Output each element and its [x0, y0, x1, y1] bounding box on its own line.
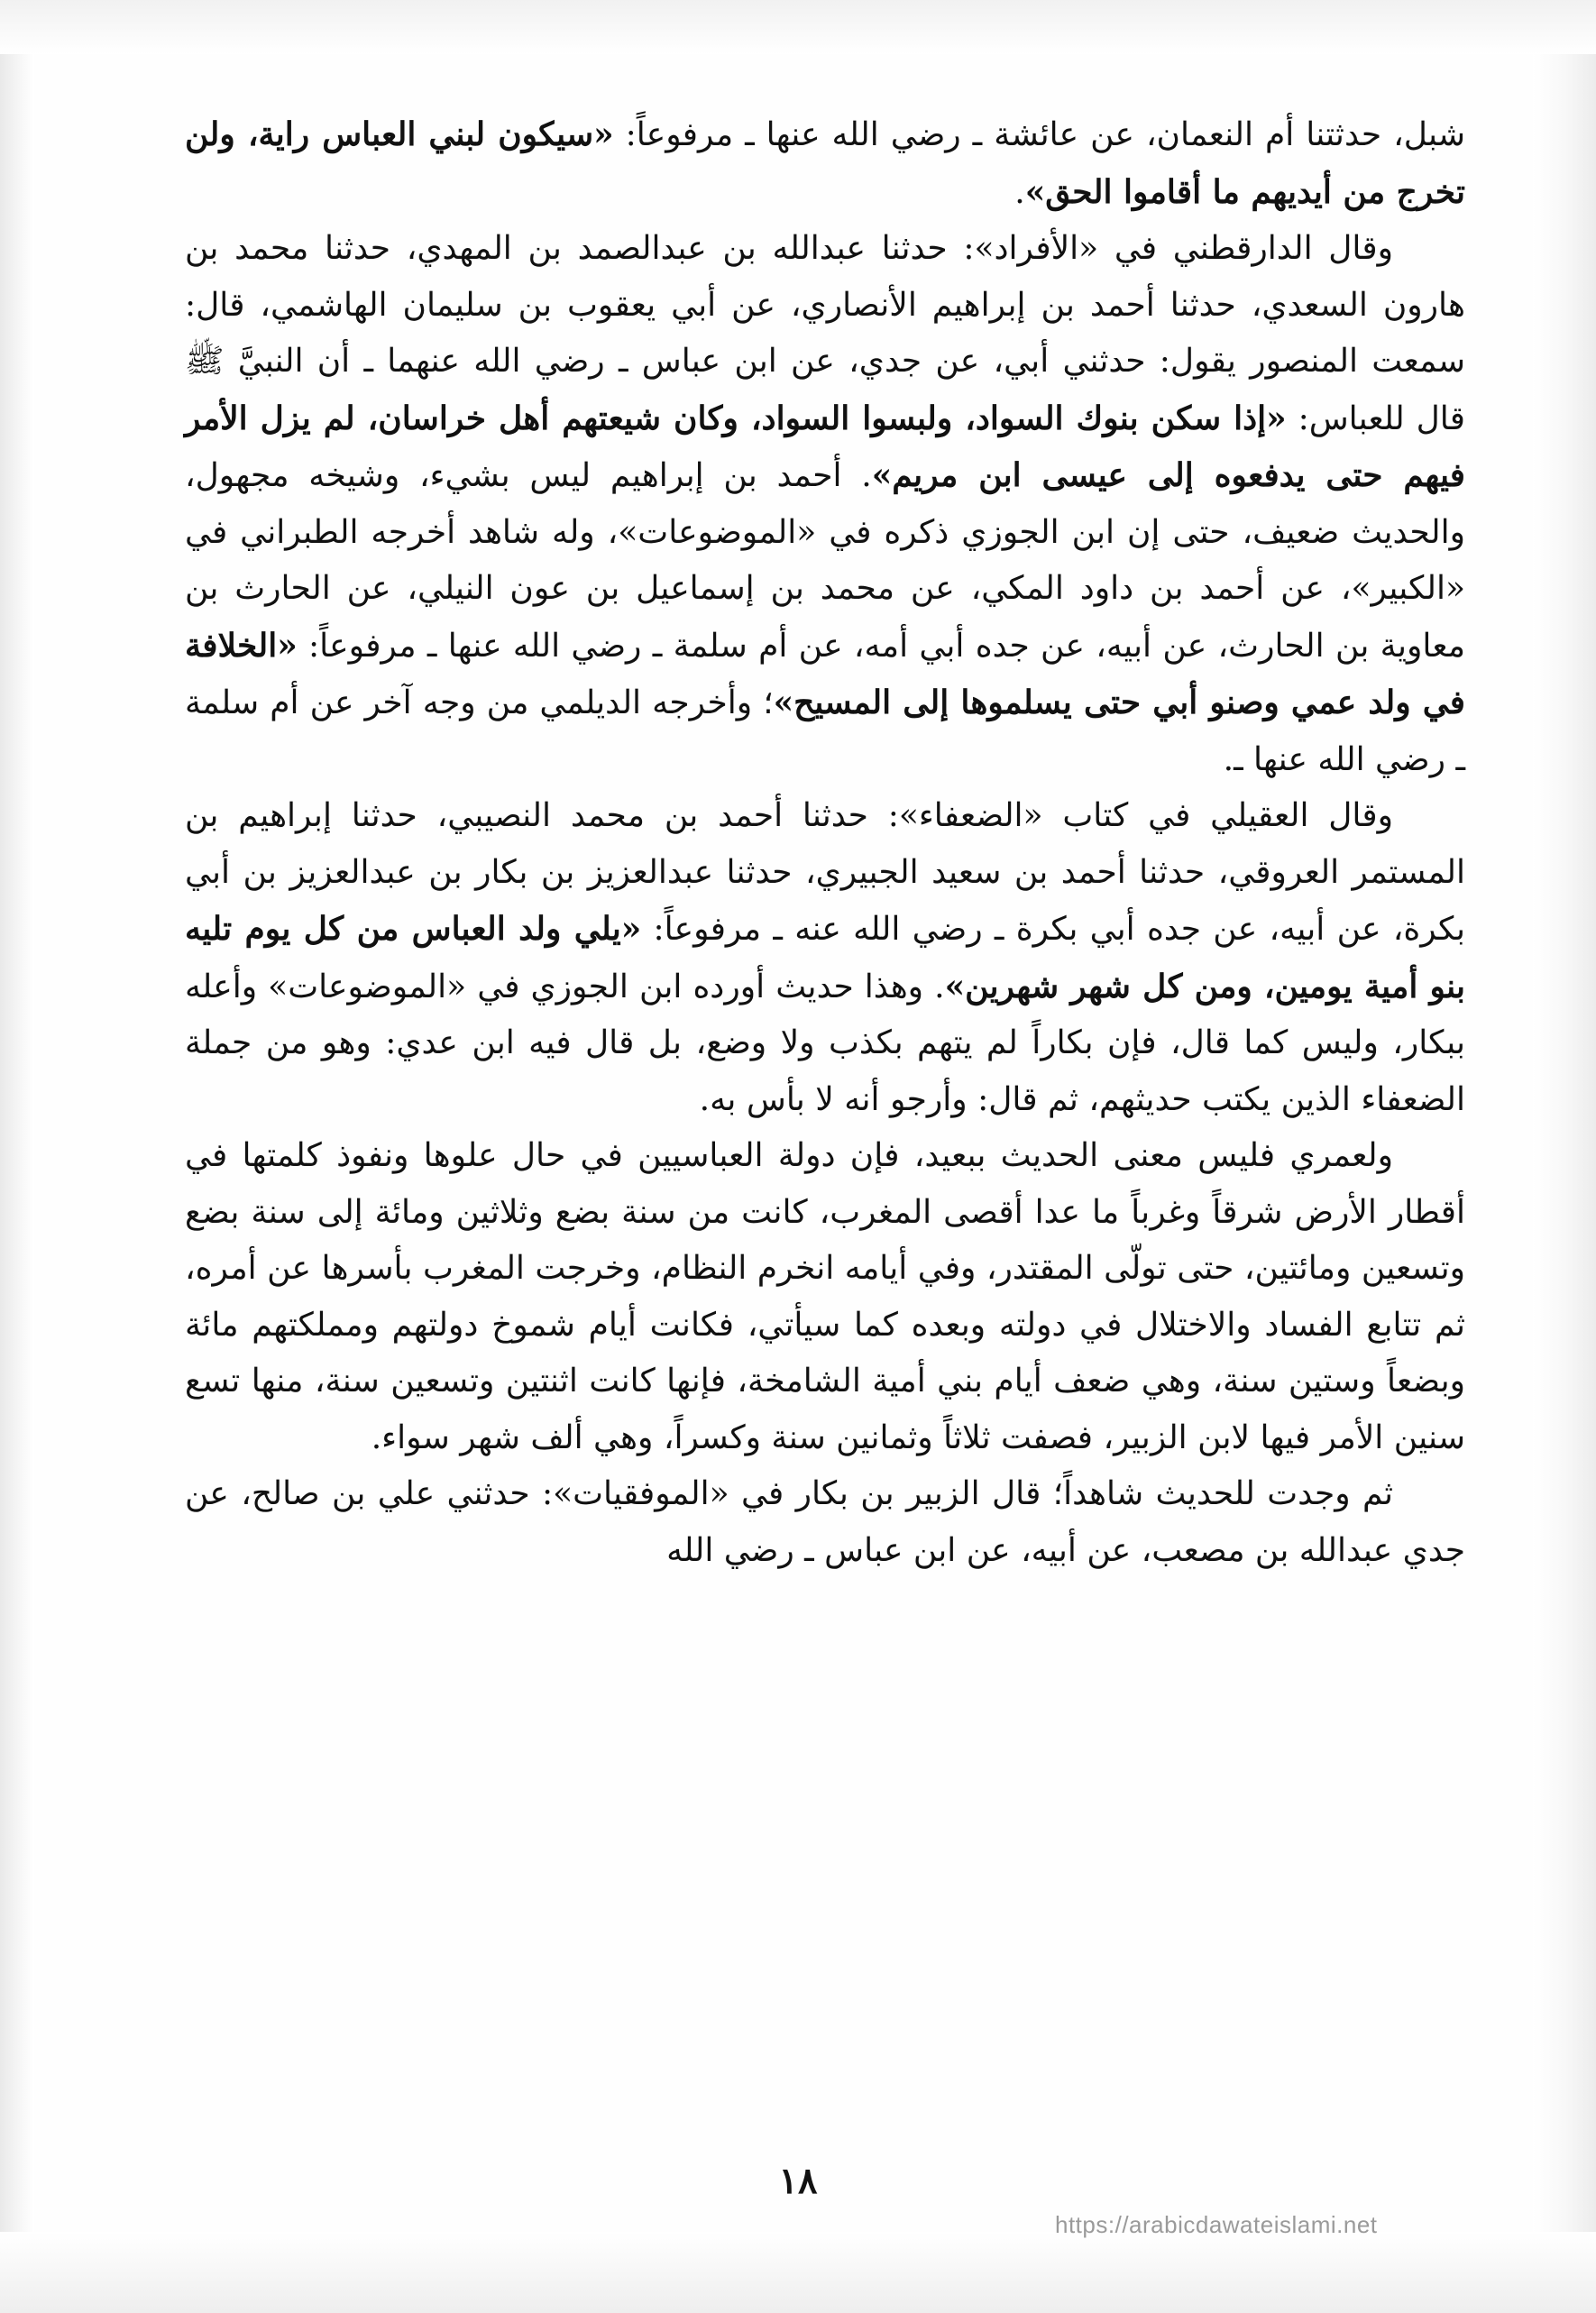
hadith-quote: «الخلافة في ولد عمي وصنو أبي حتى يسلموها إلى المسيح» — [185, 626, 1465, 721]
hadith-quote: «سيكون لبني العباس راية، ولن تخرج من أيديهم ما أقاموا الحق» — [185, 115, 1465, 211]
page-number: ١٨ — [778, 2160, 818, 2202]
scan-shadow-top — [0, 0, 1596, 54]
hadith-quote: «يلي ولد العباس من كل يوم تليه بنو أمية يومين، ومن كل شهر شهرين» — [185, 910, 1465, 1005]
paragraph — [185, 1466, 1465, 1579]
text-run: . أحمد بن إبراهيم ليس بشيء، وشيخه مجهول، والحديث ضعيف، حتى إن ابن الجوزي ذكره في «الموضوعات»، وله شاهد أخرجه الطبراني في «الكبير»، عن أحمد بن داود المكي، عن محمد بن إسماعيل بن عون النيلي، عن الحارث بن معاوية بن الحارث، عن أبيه، عن جده أبي أمه، عن أم سلمة ـ رضي الله عنها ـ مرفوعاً: — [185, 457, 1465, 665]
text-run: . وهذا حديث أورده ابن الجوزي في «الموضوعات» وأعله ببكار، وليس كما قال، فإن بكاراً لم يتهم بكذب ولا وضع، بل قال فيه ابن عدي: وهو من جملة الضعفاء الذين يكتب حديثهم، ثم قال: وأرجو أنه لا بأس به. — [185, 968, 1466, 1118]
text-run: شبل، حدثتنا أم النعمان، عن عائشة ـ رضي الله عنها ـ مرفوعاً: — [613, 116, 1465, 153]
paragraph — [185, 106, 1465, 221]
source-watermark: https://arabicdawateislami.net — [1055, 2211, 1378, 2238]
paragraph — [185, 221, 1465, 788]
paragraph — [185, 1128, 1465, 1466]
scan-shadow-right — [1533, 0, 1596, 2313]
text-run: وقال العقيلي في كتاب «الضعفاء»: حدثنا أحمد بن محمد النصيبي، حدثنا إبراهيم بن المستمر العروقي، حدثنا أحمد بن سعيد الجبيري، حدثنا عبدالعزيز بن بكار بن عبدالعزيز بن أبي بكرة، عن أبيه، عن جده أبي بكرة ـ رضي الله عنه ـ مرفوعاً: — [185, 797, 1465, 948]
text-run: . — [1014, 173, 1025, 211]
text-run: وقال الدارقطني في «الأفراد»: حدثنا عبدالله بن عبدالصمد بن المهدي، حدثنا محمد بن هارون السعدي، حدثنا أحمد بن إبراهيم الأنصاري، عن أبي يعقوب بن سليمان الهاشمي، قال: سمعت المنصور يقول: حدثني أبي، عن جدي، عن ابن عباس ـ رضي الله عنهما ـ أن النبيَّ ﷺ قال للعباس: — [185, 230, 1465, 437]
text-run: ولعمري فليس معنى الحديث ببعيد، فإن دولة العباسيين في حال علوها ونفوذ كلمتها في أقطار الأرض شرقاً وغرباً ما عدا أقصى المغرب، كانت من سنة بضع وثلاثين ومائة إلى سنة بضع وتسعين ومائتين، حتى تولّى المقتدر، وفي أيامه انخرم النظام، وخرجت المغرب بأسرها عن أمره، ثم تتابع الفساد والاختلال في دولته وبعده كما سيأتي، فكانت أيام شموخ دولتهم ومملكتهم مائة وبضعاً وستين سنة، وهي ضعف أيام بني أمية الشامخة، فإنها كانت اثنتين وتسعين سنة، منها تسع سنين الأمر فيها لابن الزبير، فصفت ثلاثاً وثمانين سنة وكسراً، وهي ألف شهر سواء. — [185, 1137, 1465, 1456]
paragraph — [185, 788, 1465, 1128]
scan-shadow-left — [0, 0, 34, 2313]
text-run: ثم وجدت للحديث شاهداً؛ قال الزبير بن بكار في «الموفقيات»: حدثني علي بن صالح، عن جدي عبدالله بن مصعب، عن أبيه، عن ابن عباس ـ رضي الله — [185, 1475, 1465, 1569]
scan-shadow-bottom — [0, 2232, 1596, 2313]
hadith-quote: «إذا سكن بنوك السواد، ولبسوا السواد، وكان شيعتهم أهل خراسان، لم يزل الأمر فيهم حتى يدفعوه إلى عيسى ابن مريم» — [185, 399, 1466, 494]
text-run: ؛ وأخرجه الديلمي من وجه آخر عن أم سلمة ـ رضي الله عنها ـ. — [185, 684, 1465, 778]
body-text — [185, 106, 1465, 1579]
